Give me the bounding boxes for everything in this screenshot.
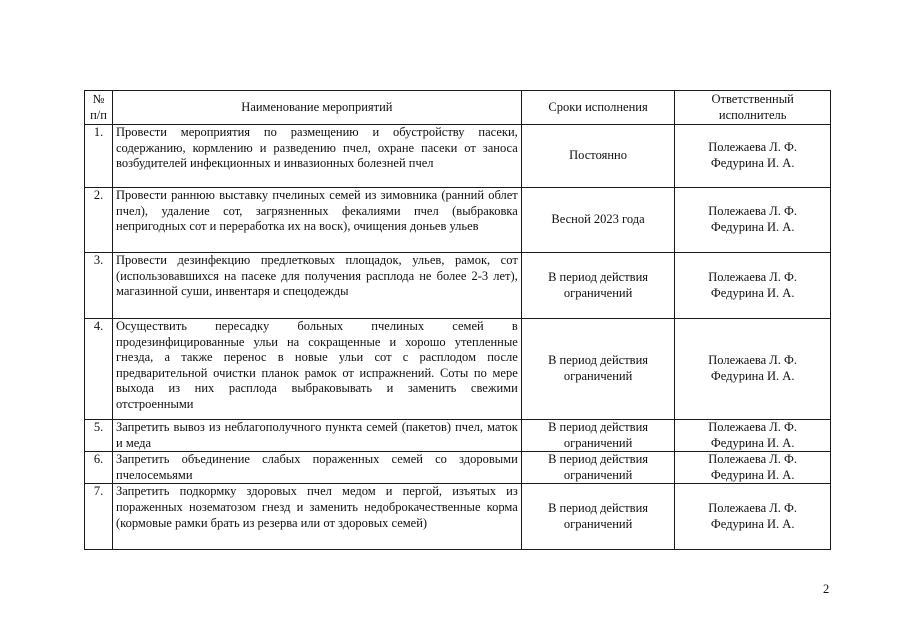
- term-cell: [521, 188, 675, 253]
- table-row: [85, 319, 831, 420]
- term-cell: [521, 125, 675, 188]
- row-number: 2.: [93, 188, 104, 202]
- header-number: [85, 91, 113, 125]
- responsible-cell: [675, 125, 831, 188]
- row-number-cell: [85, 125, 113, 188]
- row-number-cell: [85, 420, 113, 452]
- responsible-cell: [675, 484, 831, 550]
- table-row: [85, 420, 831, 452]
- measure-name-cell: [113, 253, 522, 319]
- term-text: ограничений: [563, 285, 633, 300]
- responsible-name: Федурина И. А.: [710, 220, 795, 234]
- row-number-cell: [85, 253, 113, 319]
- responsible-name: Федурина И. А.: [710, 285, 795, 300]
- measure-name-cell: [113, 452, 522, 484]
- responsible-name: Полежаева Л. Ф.: [708, 452, 798, 467]
- header-term-label: Сроки исполнения: [548, 99, 648, 114]
- header-row: [85, 91, 831, 125]
- header-responsible: [675, 91, 831, 125]
- term-cell: [521, 319, 675, 420]
- term-text: В период действия: [548, 353, 649, 368]
- term-text: В период действия: [548, 420, 649, 434]
- row-number: 6.: [93, 452, 104, 467]
- row-number-cell: [85, 188, 113, 253]
- header-responsible-label: Ответственный исполнитель: [711, 91, 794, 122]
- responsible-cell: [675, 319, 831, 420]
- term-text: ограничений: [563, 516, 633, 531]
- responsible-cell: [675, 452, 831, 484]
- measure-name: Провести дезинфекцию предлетковых площадок, ульев, рамок, сот (использовавшихся на пасеке для получения расплода не более 2-3 лет), магазинной суши, инвентаря и спецодежды: [116, 253, 518, 299]
- header-name: [113, 91, 522, 125]
- responsible-cell: [675, 253, 831, 319]
- row-number: 4.: [93, 319, 104, 333]
- responsible-name: Федурина И. А.: [710, 156, 795, 170]
- table-row: [85, 253, 831, 319]
- measure-name: Запретить вывоз из неблагополучного пункта семей (пакетов) пчел, маток и меда: [116, 420, 518, 450]
- row-number: 5.: [93, 420, 104, 434]
- measure-name-cell: [113, 188, 522, 253]
- term-text: В период действия: [548, 269, 649, 284]
- term-text: Постоянно: [569, 148, 627, 163]
- measure-name: Провести мероприятия по размещению и обустройству пасеки, содержанию, кормлению и разведению пчел, охране пасеки от заноса возбудителей инфекционных и инвазионных болезней пчел: [116, 125, 518, 171]
- measure-name: Запретить подкормку здоровых пчел медом и пергой, изъятых из пораженных нозематозом гнезд и заменить недоброкачественные корма (кормовые рамки брать из резерва или от здоровых семей): [116, 484, 518, 530]
- term-text: ограничений: [563, 435, 633, 450]
- header-term: [521, 91, 675, 125]
- term-text: Весной 2023 года: [551, 212, 645, 227]
- header-number-label: № п/п: [90, 91, 107, 122]
- table-body: [85, 125, 831, 550]
- term-cell: [521, 420, 675, 452]
- row-number-cell: [85, 484, 113, 550]
- responsible-name: Полежаева Л. Ф.: [708, 204, 798, 219]
- responsible-name: Полежаева Л. Ф.: [708, 353, 798, 368]
- row-number: 3.: [93, 253, 104, 267]
- measure-name: Запретить объединение слабых пораженных семей со здоровыми пчелосемьями: [116, 452, 518, 482]
- term-cell: [521, 484, 675, 550]
- responsible-name: Полежаева Л. Ф.: [708, 269, 798, 284]
- table-row: [85, 188, 831, 253]
- measure-name-cell: [113, 484, 522, 550]
- responsible-cell: [675, 188, 831, 253]
- table-row: [85, 125, 831, 188]
- responsible-cell: [675, 420, 831, 452]
- table-row: [85, 452, 831, 484]
- responsible-name: Федурина И. А.: [710, 467, 795, 482]
- term-cell: [521, 452, 675, 484]
- term-text: В период действия: [548, 501, 649, 516]
- header-name-label: Наименование мероприятий: [241, 99, 393, 114]
- term-cell: [521, 253, 675, 319]
- term-text: ограничений: [563, 369, 633, 383]
- responsible-name: Полежаева Л. Ф.: [708, 501, 798, 516]
- term-text: В период действия: [548, 452, 649, 467]
- measure-name-cell: [113, 125, 522, 188]
- term-text: ограничений: [563, 467, 633, 482]
- measure-name: Провести раннюю выставку пчелиных семей из зимовника (ранний облет пчел), удаление сот, загрязненных фекалиями пчел (выбраковка непригодных сот и переработка их на воск), очищения доньев ульев: [116, 188, 518, 234]
- page-number: 2: [823, 582, 830, 596]
- responsible-name: Федурина И. А.: [710, 435, 795, 450]
- measure-name-cell: [113, 420, 522, 452]
- row-number: 7.: [93, 484, 104, 499]
- row-number-cell: [85, 319, 113, 420]
- responsible-name: Полежаева Л. Ф.: [708, 140, 798, 155]
- table-header: [85, 91, 831, 125]
- row-number-cell: [85, 452, 113, 484]
- row-number: 1.: [93, 125, 104, 139]
- measures-table: [84, 90, 831, 550]
- responsible-name: Полежаева Л. Ф.: [708, 420, 798, 434]
- responsible-name: Федурина И. А.: [710, 516, 795, 531]
- measure-name-cell: [113, 319, 522, 420]
- responsible-name: Федурина И. А.: [710, 369, 795, 383]
- measure-name: Осуществить пересадку больных пчелиных семей в продезинфицированные ульи на сокращенные и хорошо утепленные гнезда, а также перенос в новые ульи сот с расплодом после предварительной очистки планок рамок от испражнений. Соты по мере выхода из них расплода выбраковывать и заменить свежими отстроенными: [116, 319, 518, 411]
- table-row: [85, 484, 831, 550]
